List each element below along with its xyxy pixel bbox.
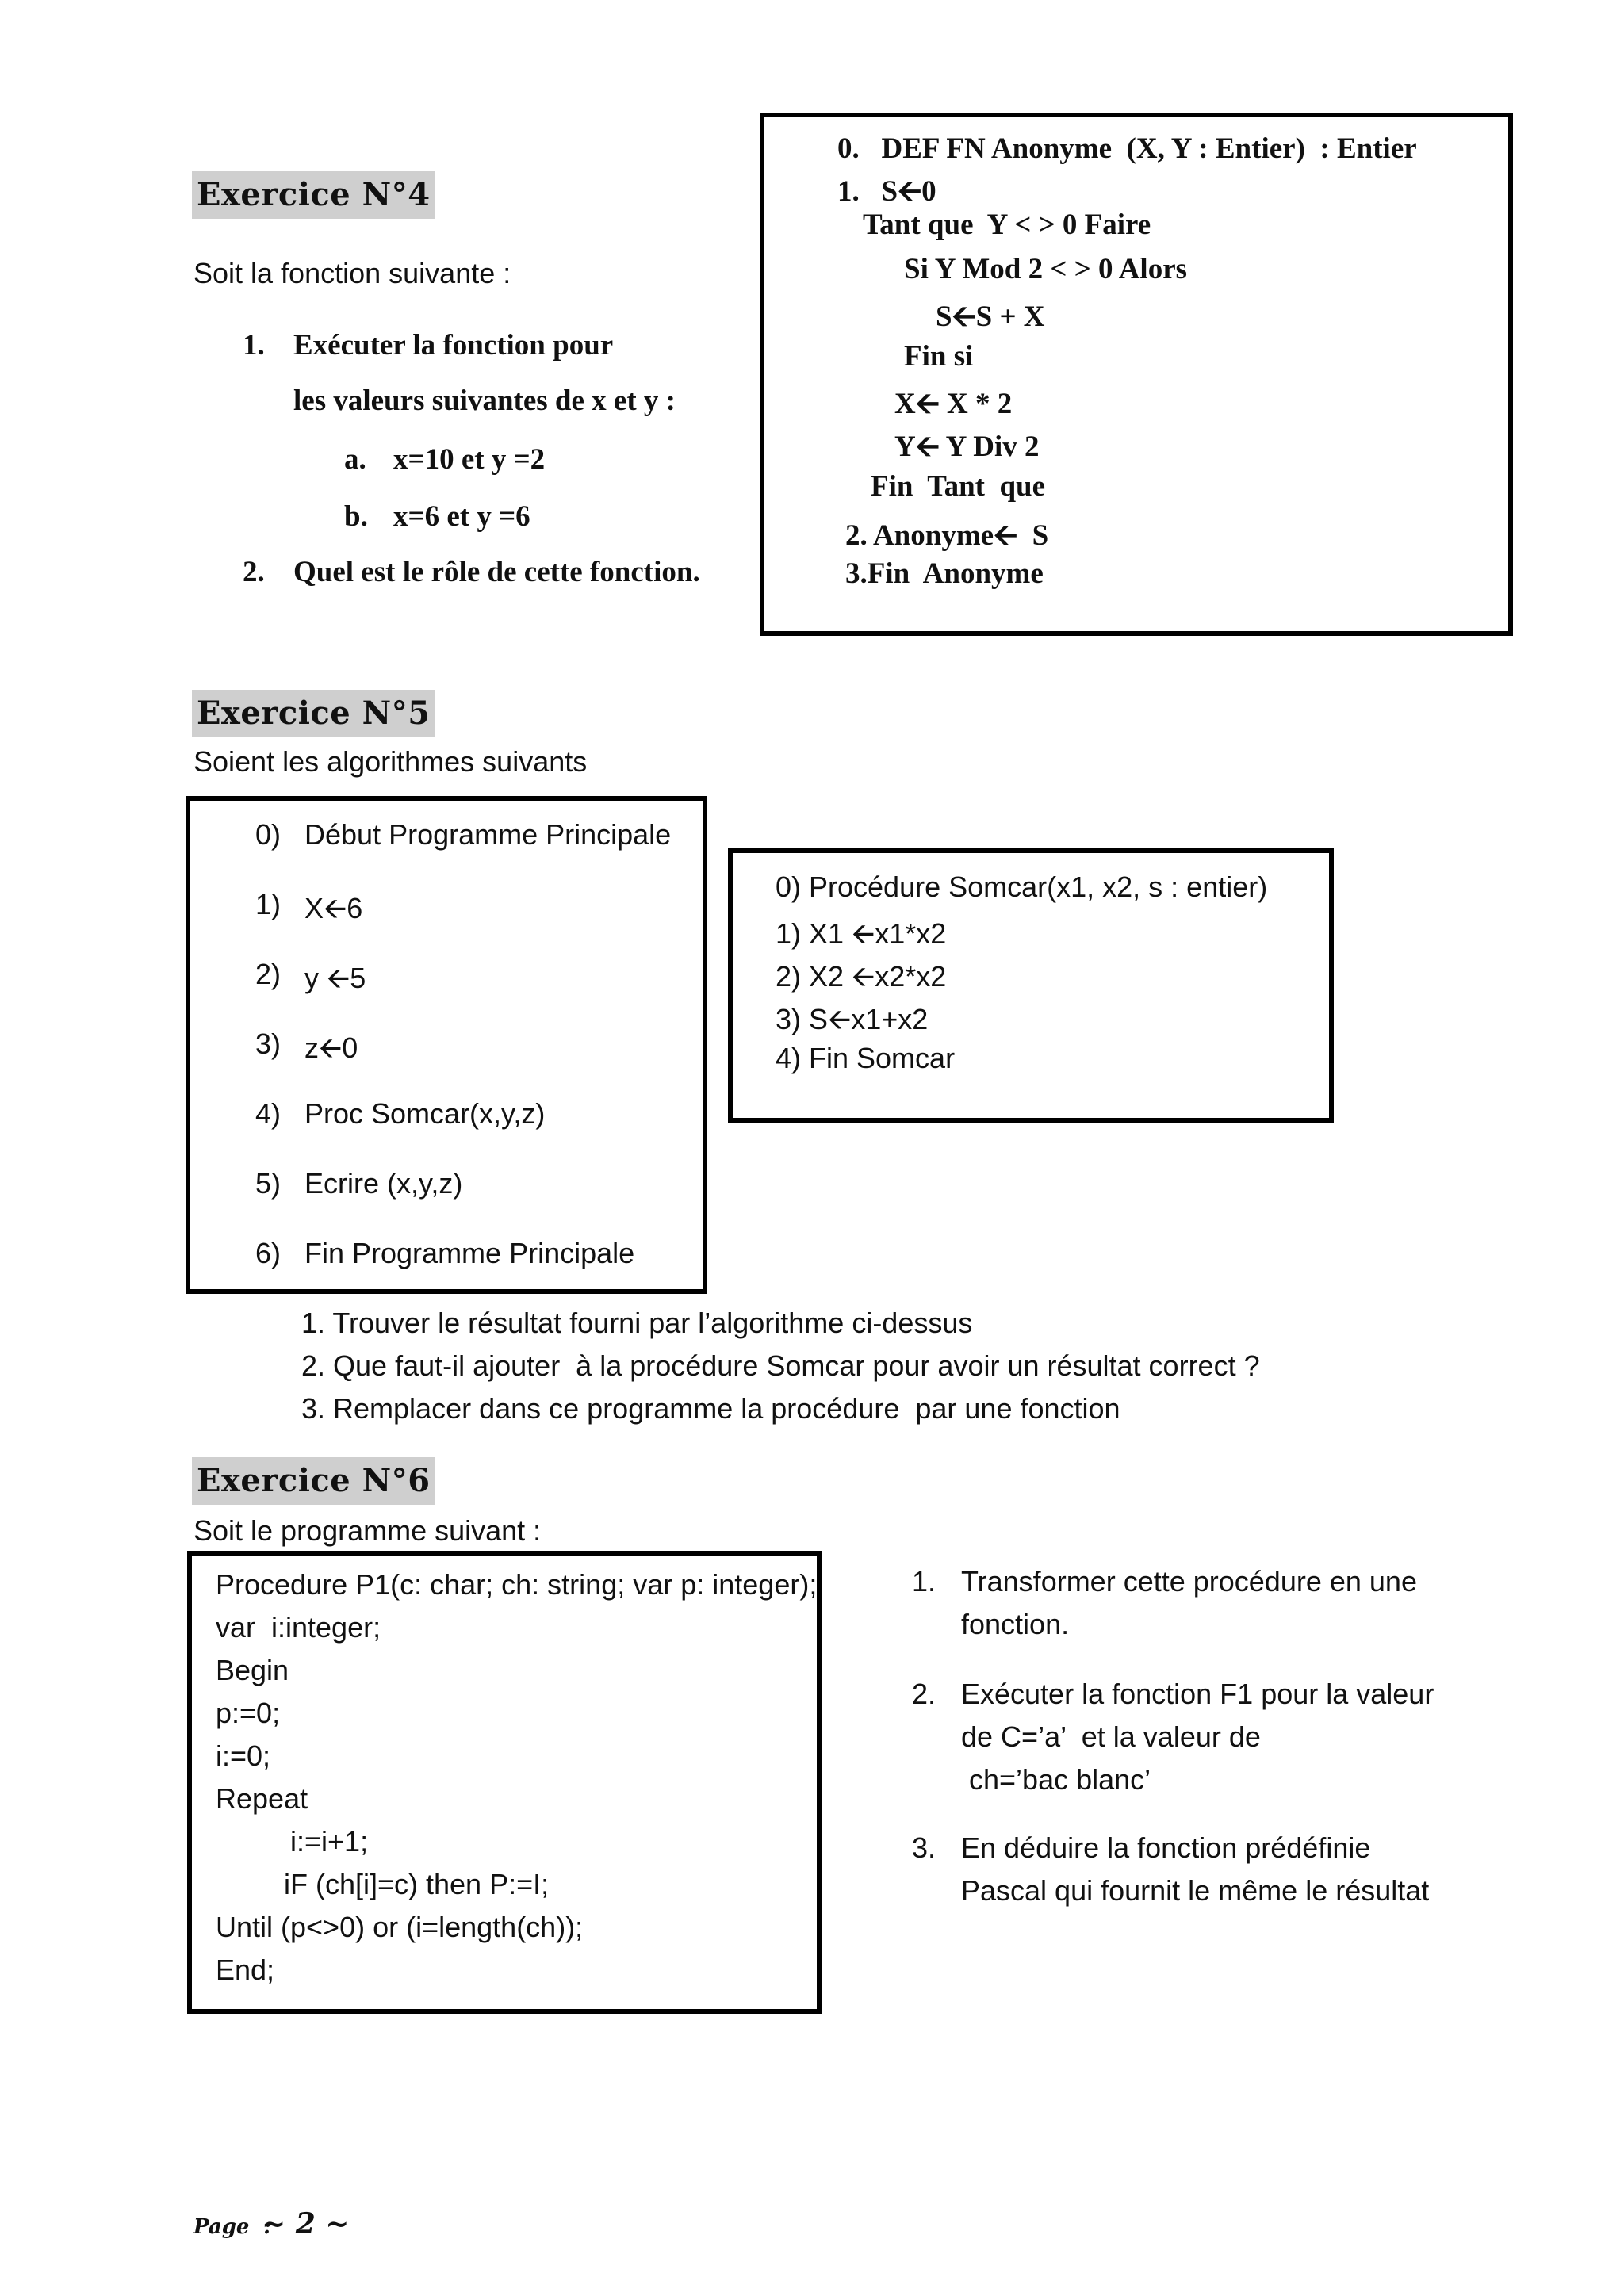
- line-number: 4): [255, 1097, 282, 1130]
- exercise-4-intro: Soit la fonction suivante :: [193, 257, 511, 289]
- line-number: 2): [255, 958, 282, 990]
- code-line: 1. S🡨0: [837, 175, 936, 208]
- code-line: Until (p<>0) or (i=length(ch));: [216, 1911, 584, 1943]
- procedure-somcar-box: [728, 848, 1334, 1123]
- ex6-q2-line: Exécuter la fonction F1 pour la valeur: [961, 1678, 1434, 1710]
- ex6-q3-number: 3.: [912, 1831, 936, 1864]
- ex6-q3-line: Pascal qui fournit le même le résultat: [961, 1874, 1430, 1907]
- procedure-p1-box: [187, 1551, 822, 2014]
- ex6-q1-number: 1.: [912, 1565, 936, 1598]
- code-line: p:=0;: [216, 1697, 281, 1729]
- line-number: 3): [255, 1027, 282, 1060]
- main-program-box: [186, 796, 707, 1294]
- ex6-q2-line: ch=’bac blanc’: [961, 1763, 1151, 1796]
- q1-number: 1.: [243, 329, 265, 362]
- proc-line: 0) Procédure Somcar(x1, x2, s : entier): [776, 871, 1268, 903]
- proc-line: 1) X1 🡨x1*x2: [776, 917, 947, 950]
- main-line: Début Programme Principale: [304, 818, 672, 851]
- code-line: i:=i+1;: [290, 1825, 369, 1858]
- code-line: 0. DEF FN Anonyme (X, Y : Entier) : Entier: [837, 132, 1417, 165]
- qb-text: x=6 et y =6: [393, 500, 530, 533]
- line-number: 1): [255, 888, 282, 920]
- code-line: X🡨 X * 2: [894, 388, 1013, 420]
- main-line: y 🡨5: [304, 962, 366, 994]
- q2-text: Quel est le rôle de cette fonction.: [293, 556, 700, 588]
- code-line: Begin: [216, 1654, 289, 1686]
- main-line: Fin Programme Principale: [304, 1237, 635, 1269]
- q1-line2: les valeurs suivantes de x et y :: [293, 385, 676, 417]
- code-line: 2. Anonyme🡨 S: [845, 519, 1049, 552]
- q1-line1: Exécuter la fonction pour: [293, 329, 614, 362]
- function-anonyme-box: [760, 113, 1513, 636]
- q2-number: 2.: [243, 556, 265, 588]
- ex6-q1-line: Transformer cette procédure en une: [961, 1565, 1417, 1598]
- code-line: Repeat: [216, 1782, 308, 1815]
- ex5-question: 3. Remplacer dans ce programme la procédure par une fonction: [301, 1392, 1120, 1425]
- line-number: 6): [255, 1237, 282, 1269]
- code-line: Fin si: [904, 340, 974, 373]
- ex6-q2-line: de C=’a’ et la valeur de: [961, 1720, 1261, 1753]
- main-line: z🡨0: [304, 1031, 358, 1064]
- exercise-6-intro: Soit le programme suivant :: [193, 1514, 542, 1547]
- ex5-question: 1. Trouver le résultat fourni par l’algorithme ci-dessus: [301, 1307, 973, 1339]
- code-line: var i:integer;: [216, 1611, 381, 1644]
- code-line: Fin Tant que: [871, 470, 1046, 503]
- exercise-5-intro: Soient les algorithmes suivants: [193, 745, 588, 778]
- qa-text: x=10 et y =2: [393, 443, 546, 476]
- qb-label: b.: [344, 500, 368, 533]
- code-line: i:=0;: [216, 1739, 271, 1772]
- proc-line: 2) X2 🡨x2*x2: [776, 960, 947, 993]
- proc-line: 3) S🡨x1+x2: [776, 1003, 929, 1035]
- ex5-question: 2. Que faut-il ajouter à la procédure Somcar pour avoir un résultat correct ?: [301, 1349, 1260, 1382]
- code-line: S🡨S + X: [936, 300, 1045, 333]
- exercise-6-title: Exercice N°6: [192, 1457, 435, 1505]
- ex6-q1-line: fonction.: [961, 1608, 1070, 1640]
- qa-label: a.: [344, 443, 366, 476]
- code-line: Tant que Y < > 0 Faire: [863, 209, 1151, 241]
- main-line: Proc Somcar(x,y,z): [304, 1097, 546, 1130]
- exercise-4-title: Exercice N°4: [192, 171, 435, 219]
- ex6-q2-number: 2.: [912, 1678, 936, 1710]
- exercise-5-title: Exercice N°5: [192, 690, 435, 737]
- proc-line: 4) Fin Somcar: [776, 1042, 956, 1074]
- code-line: Y🡨 Y Div 2: [894, 430, 1040, 463]
- ex6-q3-line: En déduire la fonction prédéfinie: [961, 1831, 1371, 1864]
- code-line: Si Y Mod 2 < > 0 Alors: [904, 253, 1188, 285]
- line-number: 0): [255, 818, 282, 851]
- code-line: End;: [216, 1954, 275, 1986]
- code-line: Procedure P1(c: char; ch: string; var p: integer);: [216, 1568, 818, 1601]
- code-line: 3.Fin Anonyme: [845, 557, 1044, 590]
- line-number: 5): [255, 1167, 282, 1200]
- main-line: X🡨6: [304, 892, 363, 924]
- main-line: Ecrire (x,y,z): [304, 1167, 463, 1200]
- page-number: ~ 2 ~: [262, 2207, 350, 2241]
- code-line: iF (ch[i]=c) then P:=I;: [284, 1868, 550, 1900]
- page-label: Page :: [193, 2215, 272, 2239]
